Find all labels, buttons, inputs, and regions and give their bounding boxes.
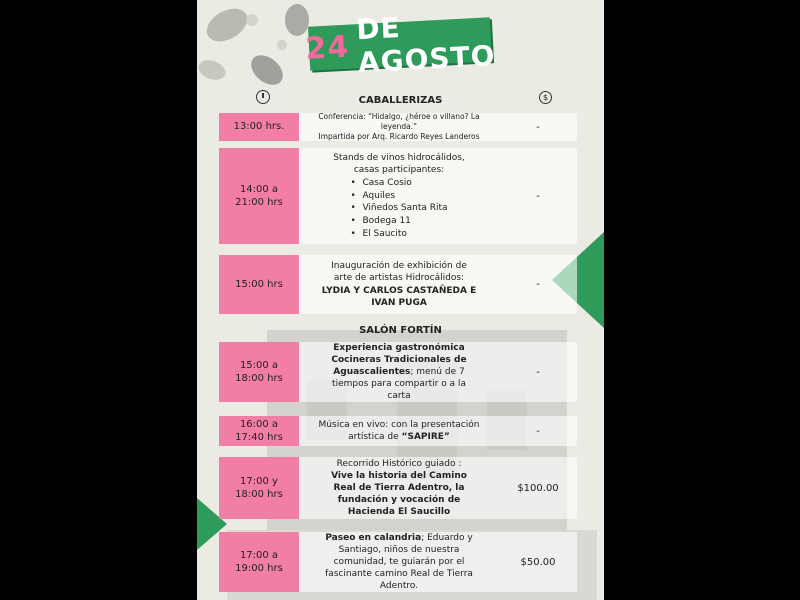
dollar-icon: $: [539, 91, 552, 104]
event-flyer: [197, 0, 604, 600]
time-cell: 16:00 a 17:40 hrs: [219, 416, 299, 446]
list-item: • Casa Cosio: [350, 177, 447, 190]
list-item: • El Saucito: [350, 228, 447, 241]
price-cell: $50.00: [520, 556, 556, 568]
time-cell: 13:00 hrs.: [219, 113, 299, 141]
winery-list: [350, 177, 447, 240]
schedule-row: [219, 416, 577, 446]
price-cell: -: [536, 425, 540, 437]
date-text: DE AGOSTO: [355, 10, 497, 80]
time-cell: 15:00 hrs: [219, 255, 299, 314]
schedule-row: [219, 457, 577, 519]
time-cell: 17:00 y 18:00 hrs: [219, 457, 299, 519]
description-cell: Experiencia gastronómica Cocineras Tradicionales de Aguascalientes; menú de 7 tiempos para compartir o a la carta: [331, 342, 467, 402]
description-cell: Stands de vinos hidrocálidos, casas participantes: • Casa Cosio • Aquiles • Viñedos Santa Rita • Bodega 11 • El Saucito: [305, 148, 493, 244]
schedule-row: [219, 532, 577, 592]
price-cell: -: [536, 190, 540, 202]
price-cell: -: [536, 366, 540, 378]
time-cell: 17:00 a 19:00 hrs: [219, 532, 299, 592]
section-title: SALÓN FORTÍN: [359, 325, 442, 336]
description-cell: Música en vivo: con la presentación artística de “SAPIRE”: [318, 419, 480, 442]
schedule-row: [219, 255, 577, 314]
section-title: CABALLERIZAS: [358, 95, 443, 106]
date-banner: [304, 10, 497, 80]
list-item: • Aquiles: [350, 190, 447, 203]
description-cell: Recorrido Histórico guiado : Vive la historia del Camino Real de Tierra Adentro, la fundación y vocación de Hacienda El Saucillo: [331, 458, 467, 518]
time-cell: 15:00 a 18:00 hrs: [219, 342, 299, 402]
leaves-decoration: [197, 0, 317, 100]
date-number: 24: [304, 29, 351, 67]
schedule-row: [219, 148, 577, 244]
price-cell: $100.00: [517, 482, 559, 494]
time-cell: 14:00 a 21:00 hrs: [219, 148, 299, 244]
list-item: • Viñedos Santa Rita: [350, 202, 447, 215]
description-cell: Inauguración de exhibición de arte de artistas Hidrocálidos: LYDIA Y CARLOS CASTAÑEDA E IVAN PUGA: [321, 261, 477, 308]
schedule-row: [219, 342, 577, 402]
description-cell: Paseo en calandria; Eduardo y Santiago, niños de nuestra comunidad, te guiarán por el fascinante camino Real de Tierra Adentro.: [325, 532, 473, 592]
list-item: • Bodega 11: [350, 215, 447, 228]
schedule-row: [219, 113, 577, 141]
description-cell: Conferencia: “Hidalgo, ¿héroe o villano? La leyenda.” Impartida por Arq. Ricardo Reyes Landeros: [318, 112, 480, 141]
price-cell: -: [536, 121, 540, 133]
price-cell: -: [536, 279, 540, 290]
